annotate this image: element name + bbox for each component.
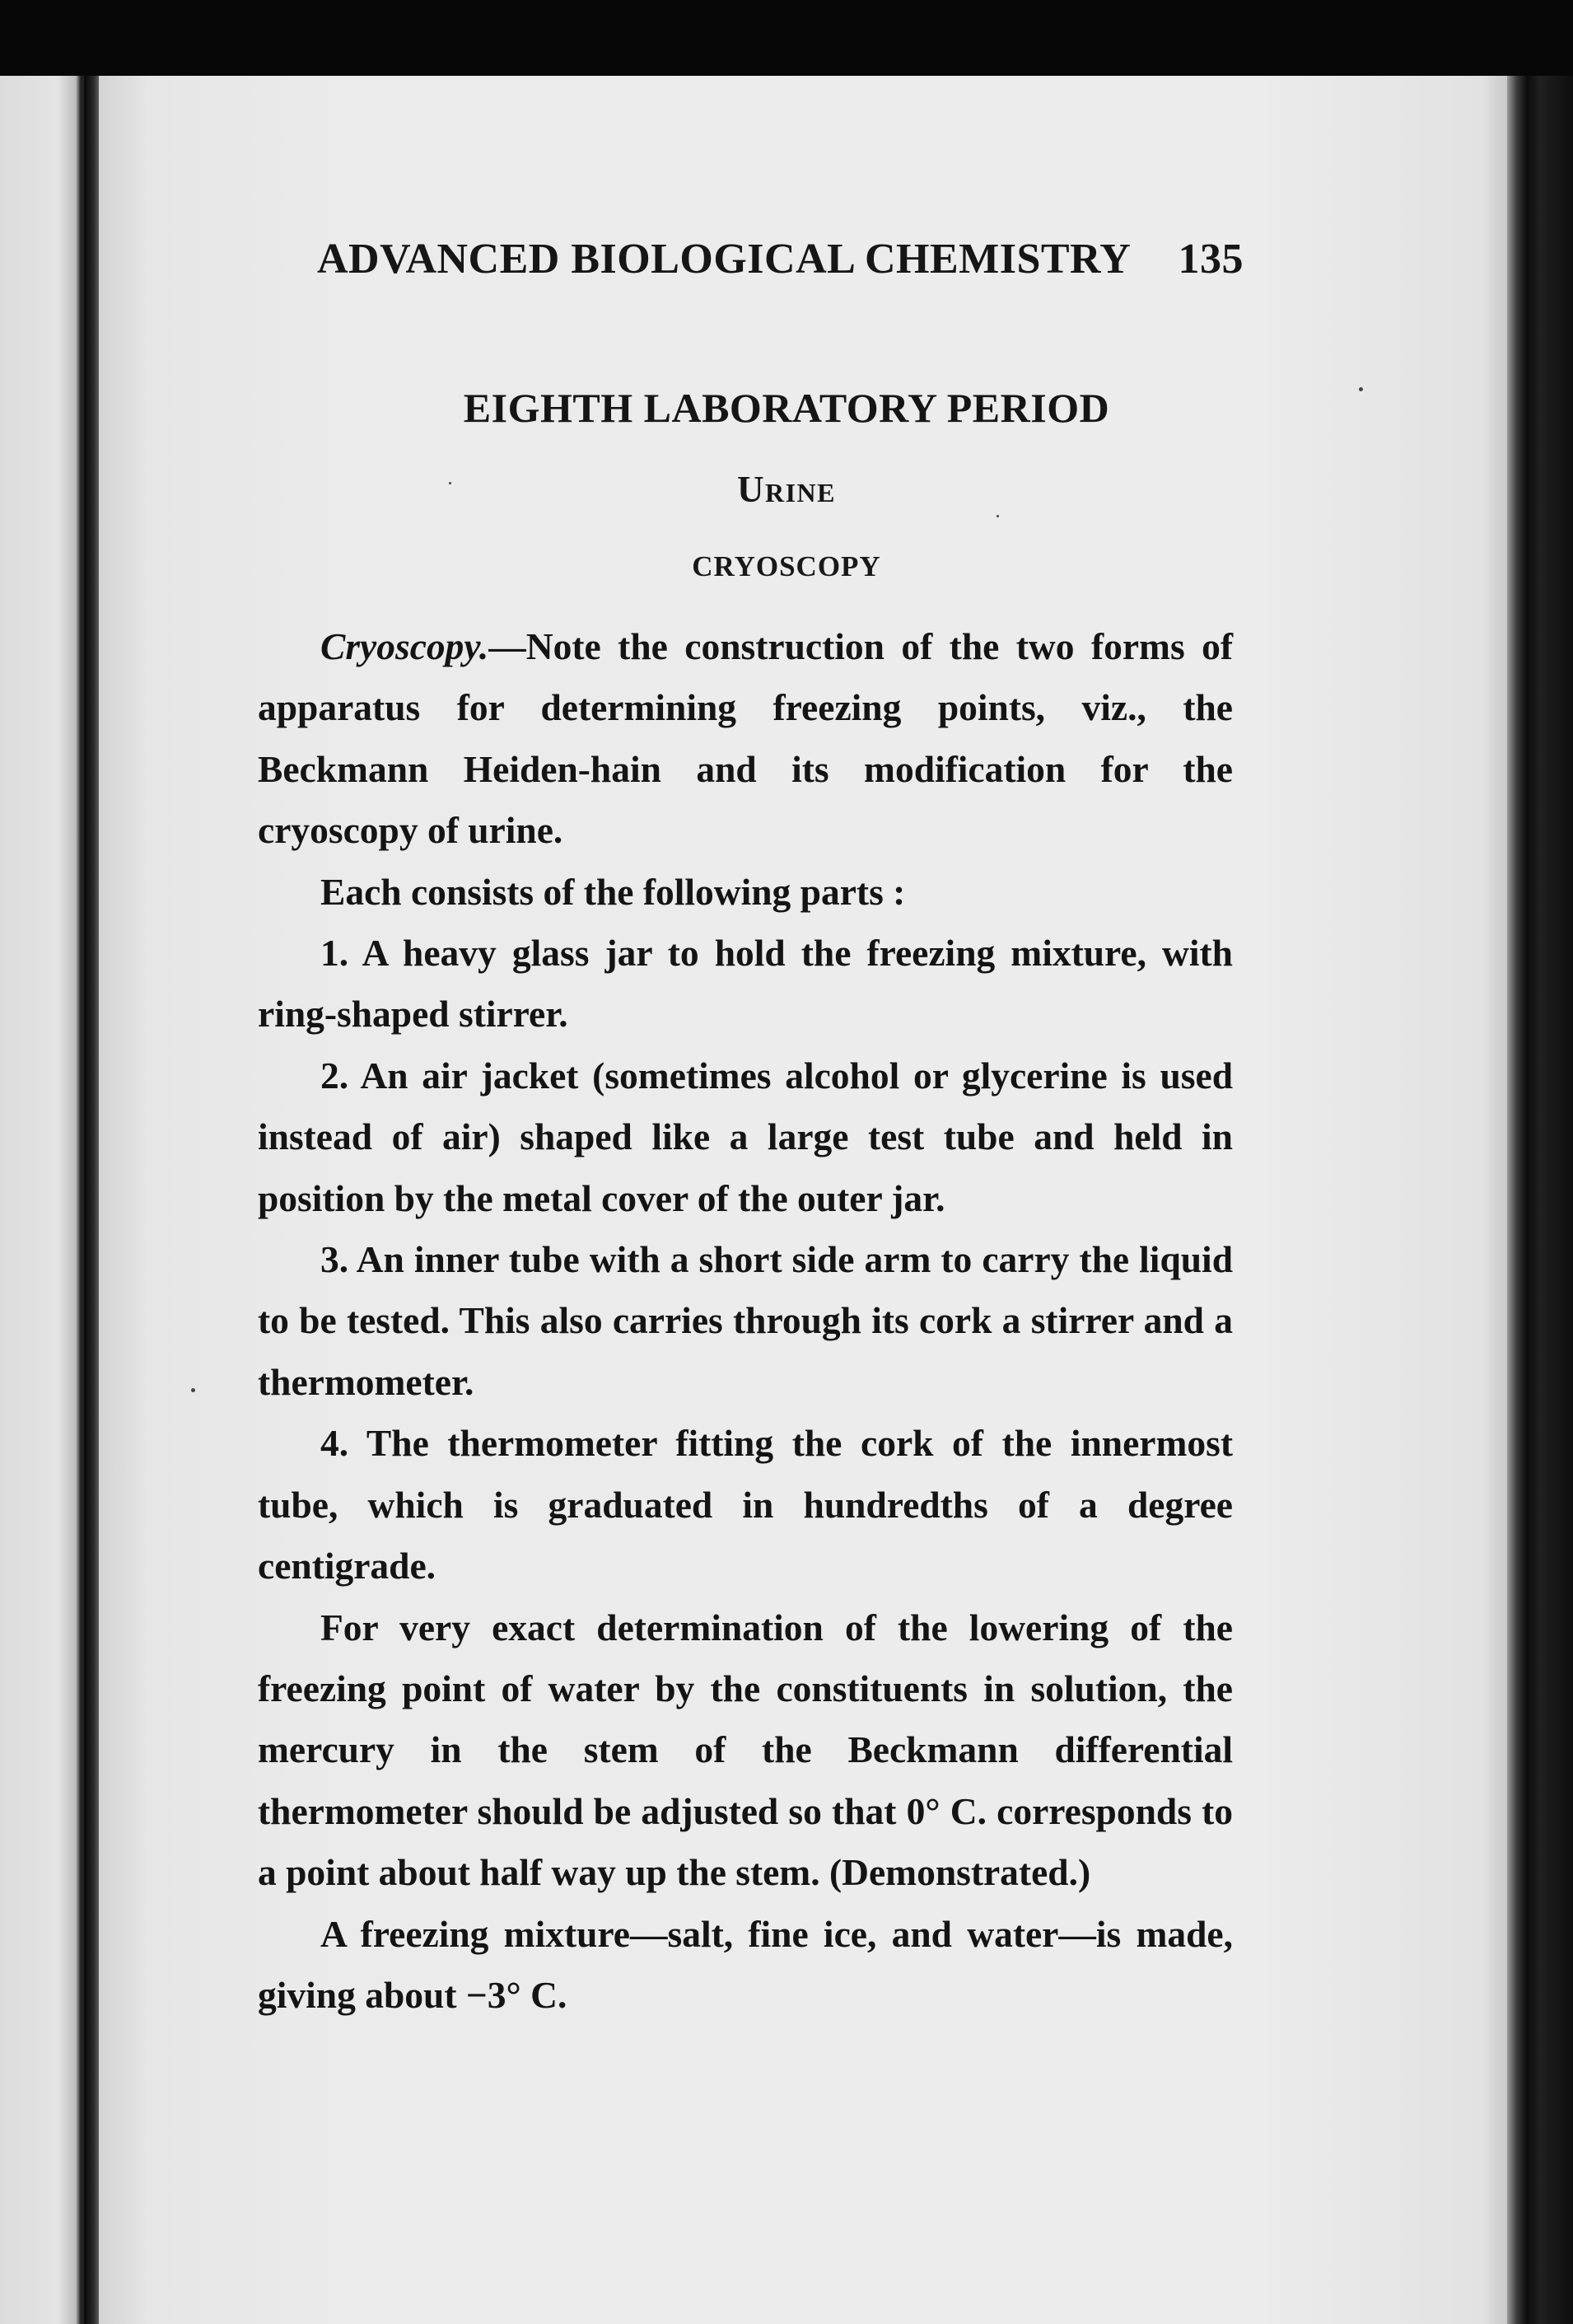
lead-term: Cryoscopy. bbox=[320, 625, 489, 667]
list-item-part-1: 1. A heavy glass jar to hold the freezing mixture, with ring-shaped stirrer. bbox=[258, 932, 1233, 1036]
page-number: 135 bbox=[1178, 236, 1244, 283]
scan-top-border bbox=[0, 0, 1573, 76]
paper-speck bbox=[191, 1388, 195, 1392]
paragraph-freezing-mixture: A freezing mixture—salt, fine ice, and water—is made, giving about −3° C. bbox=[258, 1912, 1233, 2016]
running-head-title: ADVANCED BIOLOGICAL CHEMISTRY bbox=[317, 236, 1132, 283]
paper-speck bbox=[997, 515, 999, 517]
sub-heading: CRYOSCOPY bbox=[692, 550, 881, 582]
section-heading: Urine bbox=[736, 469, 836, 510]
paragraph-parts-intro: Each consists of the following parts : bbox=[320, 870, 906, 913]
body-text bbox=[258, 616, 1233, 2026]
list-item-part-4: 4. The thermometer fitting the cork of the innermost tube, which is graduated in hundredths of a degree centigrade. bbox=[258, 1422, 1233, 1588]
list-item-part-2: 2. An air jacket (sometimes alcohol or glycerine is used instead of air) shaped like a large test tube and held in position by the metal cover of the outer jar. bbox=[258, 1054, 1233, 1219]
list-item-part-3: 3. An inner tube with a short side arm to carry the liquid to be tested. This also carries through its cork a stirrer and a thermometer. bbox=[258, 1238, 1233, 1403]
paragraph-text: —Note the construction of the two forms of apparatus for determining freezing points, viz., the Beckmann Heiden-hain and its modification for the cryoscopy of urine. bbox=[258, 625, 1233, 852]
paragraph-cryoscopy-intro bbox=[258, 616, 1233, 862]
period-heading: EIGHTH LABORATORY PERIOD bbox=[463, 385, 1110, 431]
running-head bbox=[317, 235, 1244, 294]
paragraph-mercury-adjustment: For very exact determination of the lowering of the freezing point of water by the constituents in solution, the mercury in the stem of the Beckmann differential thermometer should be adjusted so that 0° C. corresponds to a point about half way up the stem. (Demonstrated.) bbox=[258, 1606, 1233, 1894]
